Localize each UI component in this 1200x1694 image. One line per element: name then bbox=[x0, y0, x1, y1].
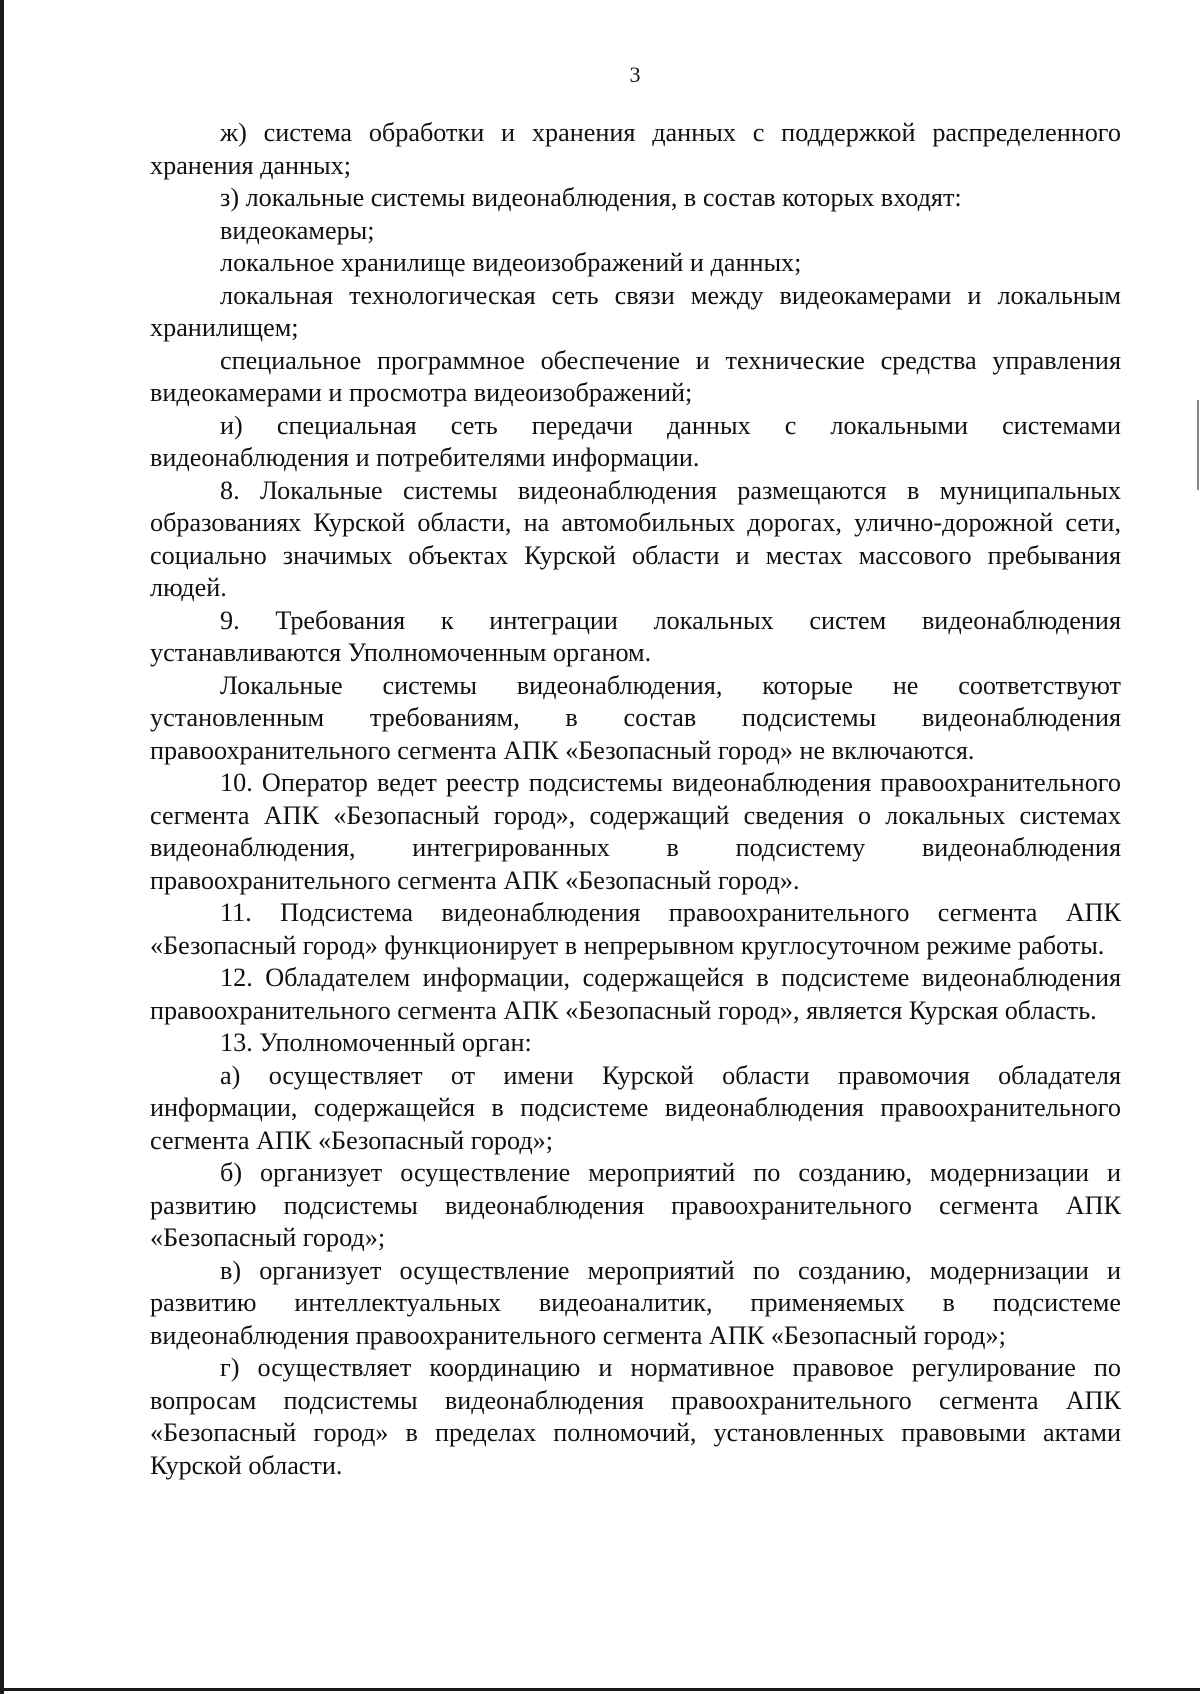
list-item-videocameras: видеокамеры; bbox=[220, 215, 375, 245]
paragraph-13-b: б) организует осуществление мероприятий по созданию, модернизации и развитию подсистемы видеонаблюдения правоохранительного сегмента АПК «Безопасный город»; bbox=[150, 1158, 1121, 1252]
paragraph-13-v: в) организует осуществление мероприятий по созданию, модернизации и развитию интеллектуальных видеоаналитик, применяемых в подсистеме видеонаблюдения правоохранительного сегмента АПК «Безопасный город»; bbox=[150, 1255, 1121, 1350]
paragraph-13-g: г) осуществляет координацию и нормативное правовое регулирование по вопросам подсистемы видеонаблюдения правоохранительного сегмента АПК «Безопасный город» в пределах полномочий, установленных правовыми актами Курской области. bbox=[150, 1353, 1121, 1480]
paragraph-10: 10. Оператор ведет реестр подсистемы видеонаблюдения правоохранительного сегмента АПК «Безопасный город», содержащий сведения о локальных системах видеонаблюдения, интегрированных в подсистему видеонаблюдения правоохранительного сегмента АПК «Безопасный город». bbox=[150, 768, 1121, 895]
paragraph-12: 12. Обладателем информации, содержащейся в подсистеме видеонаблюдения правоохранительного сегмента АПК «Безопасный город», является Курская область. bbox=[150, 963, 1121, 1025]
list-item-local-storage: локальное хранилище видеоизображений и данных; bbox=[220, 248, 802, 277]
paragraph-9-continued: Локальные системы видеонаблюдения, которые не соответствуют установленным требованиям, в состав подсистемы видеонаблюдения правоохранительного сегмента АПК «Безопасный город» не включаются. bbox=[150, 670, 1121, 765]
scan-mark-right bbox=[1197, 400, 1199, 490]
scan-border-left bbox=[0, 0, 4, 1694]
page-number: 3 bbox=[629, 62, 641, 87]
paragraph-13-a: а) осуществляет от имени Курской области правомочия обладателя информации, содержащейся в подсистеме видеонаблюдения правоохранительного сегмента АПК «Безопасный город»; bbox=[150, 1060, 1121, 1155]
document-body bbox=[150, 117, 1121, 1482]
paragraph-11: 11. Подсистема видеонаблюдения правоохранительного сегмента АПК «Безопасный город» функционирует в непрерывном круглосуточном режиме работы. bbox=[150, 898, 1121, 960]
paragraph-13: 13. Уполномоченный орган: bbox=[220, 1028, 532, 1057]
scan-border-bottom bbox=[0, 1688, 1200, 1691]
paragraph-8: 8. Локальные системы видеонаблюдения размещаются в муниципальных образованиях Курской области, на автомобильных дорогах, улично-дорожной сети, социально значимых объектах Курской области и местах массового пребывания людей. bbox=[150, 475, 1121, 602]
paragraph-9: 9. Требования к интеграции локальных систем видеонаблюдения устанавливаются Уполномоченным органом. bbox=[150, 605, 1121, 667]
paragraph-i: и) специальная сеть передачи данных с локальными системами видеонаблюдения и потребителями информации. bbox=[150, 410, 1121, 472]
list-item-special-software: специальное программное обеспечение и технические средства управления видеокамерами и просмотра видеоизображений; bbox=[150, 345, 1121, 407]
paragraph-z: з) локальные системы видеонаблюдения, в состав которых входят: bbox=[220, 183, 962, 212]
paragraph-zh: ж) система обработки и хранения данных с поддержкой распределенного хранения данных; bbox=[150, 118, 1121, 180]
list-item-local-network: локальная технологическая сеть связи между видеокамерами и локальным хранилищем; bbox=[150, 280, 1121, 342]
